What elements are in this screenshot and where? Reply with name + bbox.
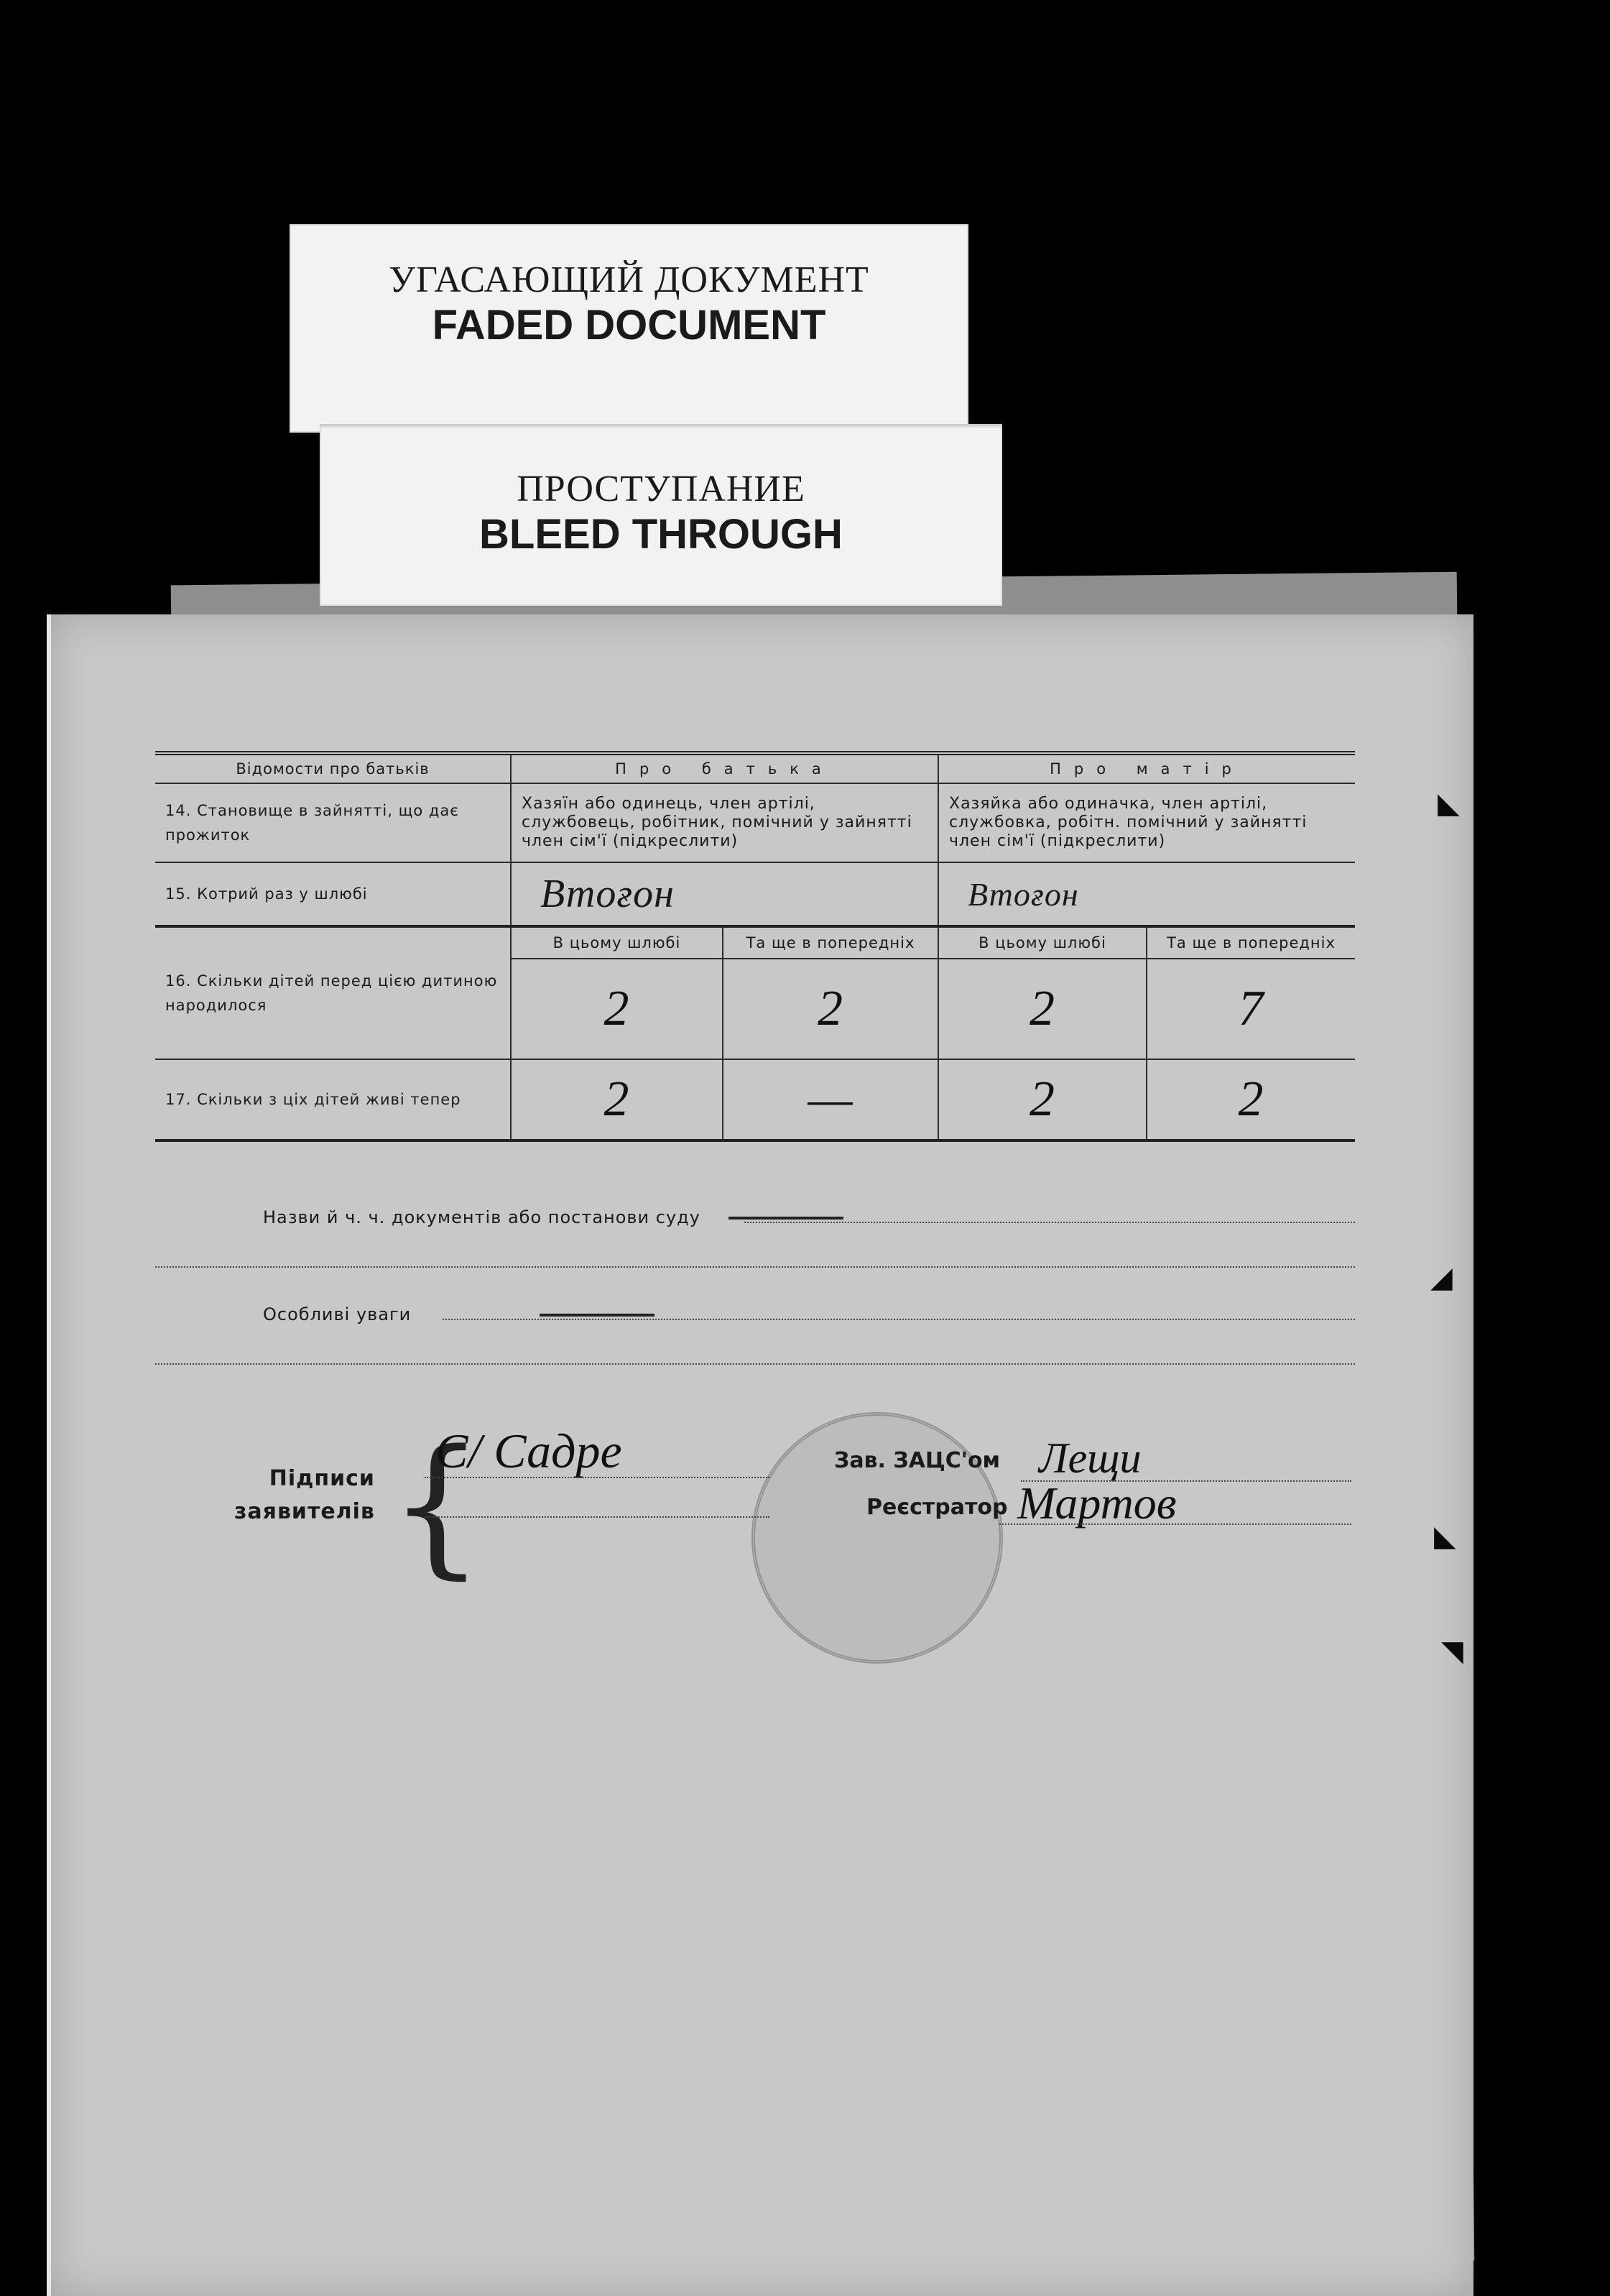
table-header-row (155, 753, 1355, 783)
notes-label: Особливі уваги (263, 1304, 412, 1324)
q15-father-answer: Втоғон (511, 862, 938, 926)
edge-damage-4: ◥ (1441, 1635, 1463, 1668)
notes-row (155, 1304, 1355, 1365)
brace-glyph: { (389, 1417, 485, 1593)
applicant-signature: С/ Садре (435, 1424, 622, 1478)
subheader-mother-previous: Та ще в попередніх (1147, 926, 1355, 959)
row-q14 (155, 783, 1355, 862)
q16-mother-this: 2 (938, 959, 1147, 1059)
q14-label: 14. Становище в зайнятті, що дає прожиток (155, 783, 511, 862)
registrar-label: Реєстратор (866, 1495, 1008, 1520)
q17-father-this: 2 (511, 1059, 723, 1140)
q16-father-this: 2 (511, 959, 723, 1059)
row-subheader (155, 926, 1355, 959)
row-q15 (155, 862, 1355, 926)
edge-damage-2: ◢ (1430, 1261, 1453, 1294)
row-q17 (155, 1059, 1355, 1140)
q16-mother-prev: 7 (1147, 959, 1355, 1059)
bleed-card-russian: ПРОСТУПАНИЕ (517, 469, 805, 510)
q15-mother-answer: Втоғон (938, 862, 1355, 926)
faded-document-card (290, 224, 968, 433)
faded-card-english: FADED DOCUMENT (432, 302, 826, 349)
header-parents-info: Відомости про батьків (155, 753, 511, 783)
zags-head-signature: Лещи (1039, 1434, 1142, 1482)
signatures-title-line2: заявителів (234, 1499, 375, 1524)
bleed-card-english: BLEED THROUGH (479, 511, 843, 558)
header-about-father: Про батька (511, 753, 938, 783)
bleed-through-card (320, 424, 1002, 606)
signatures-title-line1: Підписи (269, 1466, 375, 1491)
subheader-father-previous: Та ще в попередніх (723, 926, 938, 959)
q14-mother-options: Хазяйка або одиначка, член артілі, службовка, робітн. помічний у зайнятті член сім'ї (підкреслити) (938, 783, 1355, 862)
record-form-sheet (47, 614, 1473, 2296)
applicant-sig-line-2 (425, 1516, 769, 1518)
subheader-mother-this-marriage: В цьому шлюбі (938, 926, 1147, 959)
q17-label: 17. Скільки з ціх дітей живі тепер (155, 1059, 511, 1140)
q17-father-prev: — (723, 1059, 938, 1140)
registrar-sig-line (999, 1523, 1351, 1525)
registrar-signature: Мартов (1017, 1477, 1177, 1529)
notes-dash (540, 1314, 654, 1317)
parents-info-table (155, 751, 1355, 1142)
subheader-father-this-marriage: В цьому шлюбі (511, 926, 723, 959)
applicants-signatures-title (234, 1462, 375, 1529)
q17-mother-prev: 2 (1147, 1059, 1355, 1140)
documents-label: Назви й ч. ч. документів або постанови суду (263, 1207, 700, 1227)
documents-dash (728, 1217, 843, 1220)
edge-damage-1: ◣ (1438, 787, 1460, 820)
edge-damage-3: ◣ (1434, 1520, 1456, 1553)
faded-card-russian: УГАСАЮЩИЙ ДОКУМЕНТ (389, 259, 869, 300)
q16-label: 16. Скільки дітей перед цією дитиною народилося (155, 926, 511, 1059)
applicant-sig-line-1 (425, 1477, 769, 1478)
q15-label: 15. Котрий раз у шлюбі (155, 862, 511, 926)
documents-row (155, 1207, 1355, 1268)
header-about-mother: Про матір (938, 753, 1355, 783)
q14-father-options: Хазяїн або одинець, член артілі, службовець, робітник, помічний у зайнятті член сім'ї (підкреслити) (511, 783, 938, 862)
q16-father-prev: 2 (723, 959, 938, 1059)
q17-mother-this: 2 (938, 1059, 1147, 1140)
zags-head-label: Зав. ЗАЦС'ом (834, 1448, 1001, 1473)
